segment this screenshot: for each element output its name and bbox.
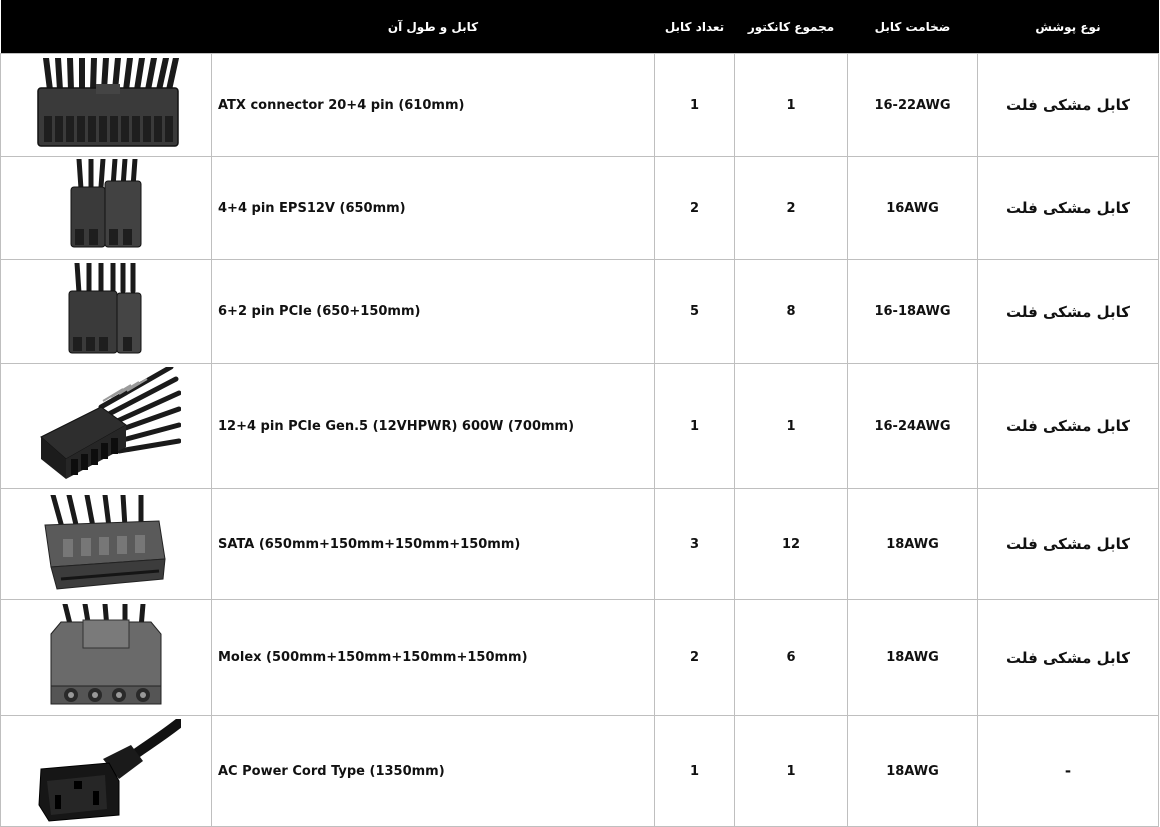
connector-image-cell <box>1 716 212 827</box>
connector-image-cell <box>1 157 212 260</box>
connector-image-cell <box>1 364 212 489</box>
cable-name: ATX connector 20+4 pin (610mm) <box>212 54 655 157</box>
cable-cover: کابل مشکی فلت <box>978 364 1159 489</box>
cable-count: 2 <box>655 157 735 260</box>
cable-cover: کابل مشکی فلت <box>978 600 1159 716</box>
connector-total: 8 <box>735 260 848 364</box>
cable-count: 1 <box>655 716 735 827</box>
cable-cover: کابل مشکی فلت <box>978 260 1159 364</box>
cable-gauge: 18AWG <box>848 600 978 716</box>
cable-gauge: 16-24AWG <box>848 364 978 489</box>
table-row <box>1 54 1159 157</box>
table-row <box>1 600 1159 716</box>
cable-cover: کابل مشکی فلت <box>978 489 1159 600</box>
connector-total: 1 <box>735 364 848 489</box>
cable-gauge: 16-18AWG <box>848 260 978 364</box>
cable-count: 1 <box>655 54 735 157</box>
cable-gauge: 16-22AWG <box>848 54 978 157</box>
table-row <box>1 157 1159 260</box>
connector-total: 1 <box>735 716 848 827</box>
connector-total: 2 <box>735 157 848 260</box>
cable-gauge: 16AWG <box>848 157 978 260</box>
table-row <box>1 364 1159 489</box>
cable-cover: - <box>978 716 1159 827</box>
atx-24pin-connector-icon <box>26 58 186 153</box>
connector-total: 12 <box>735 489 848 600</box>
cable-gauge: 18AWG <box>848 716 978 827</box>
header-cable: کابل و طول آن <box>212 0 655 54</box>
cable-cover: کابل مشکی فلت <box>978 54 1159 157</box>
table-header-row <box>1 0 1159 54</box>
table-row <box>1 489 1159 600</box>
ac-power-cord-icon <box>31 719 181 823</box>
header-connectors: مجموع کانکتور <box>735 0 848 54</box>
connector-total: 1 <box>735 54 848 157</box>
12vhpwr-connector-icon <box>31 367 181 485</box>
connector-image-cell <box>1 54 212 157</box>
connector-image-cell <box>1 600 212 716</box>
pcie-8pin-connector-icon <box>61 263 151 361</box>
cable-name: 4+4 pin EPS12V (650mm) <box>212 157 655 260</box>
header-cover: نوع پوشش <box>978 0 1159 54</box>
connector-total: 6 <box>735 600 848 716</box>
table-row <box>1 716 1159 827</box>
molex-connector-icon <box>41 604 171 712</box>
table-row <box>1 260 1159 364</box>
header-image <box>1 0 212 54</box>
header-count: تعداد کابل <box>655 0 735 54</box>
cable-name: AC Power Cord Type (1350mm) <box>212 716 655 827</box>
connector-image-cell <box>1 489 212 600</box>
cable-count: 5 <box>655 260 735 364</box>
cable-gauge: 18AWG <box>848 489 978 600</box>
cable-count: 2 <box>655 600 735 716</box>
cable-name: SATA (650mm+150mm+150mm+150mm) <box>212 489 655 600</box>
cable-name: 6+2 pin PCIe (650+150mm) <box>212 260 655 364</box>
cable-name: Molex (500mm+150mm+150mm+150mm) <box>212 600 655 716</box>
eps-8pin-connector-icon <box>61 159 151 257</box>
header-gauge: ضخامت کابل <box>848 0 978 54</box>
cable-cover: کابل مشکی فلت <box>978 157 1159 260</box>
connector-image-cell <box>1 260 212 364</box>
cable-count: 3 <box>655 489 735 600</box>
cable-count: 1 <box>655 364 735 489</box>
cable-name: 12+4 pin PCIe Gen.5 (12VHPWR) 600W (700mm) <box>212 364 655 489</box>
sata-connector-icon <box>41 495 171 593</box>
